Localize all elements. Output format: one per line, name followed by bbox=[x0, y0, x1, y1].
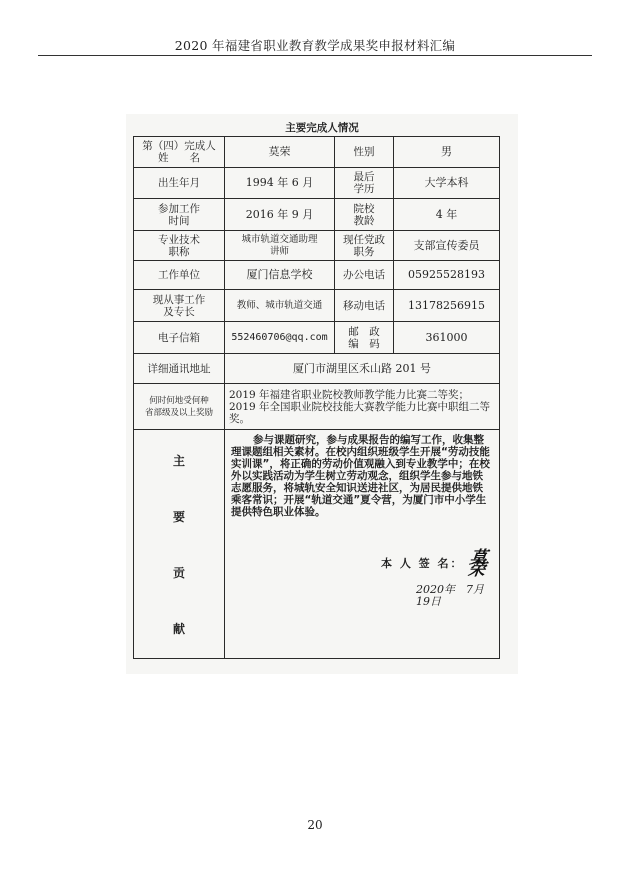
employer-value: 厦门信息学校 bbox=[225, 261, 335, 290]
table-row bbox=[134, 354, 500, 384]
contribution-label-char: 要 bbox=[172, 510, 185, 524]
contribution-label bbox=[134, 430, 225, 659]
page-number: 20 bbox=[307, 818, 323, 832]
education-value: 大学本科 bbox=[394, 168, 500, 199]
gender-value: 男 bbox=[394, 137, 500, 168]
tech-title-value: 城市轨道交通助理 讲师 bbox=[225, 231, 335, 261]
postcode-label: 邮 政 编 码 bbox=[335, 322, 394, 354]
signature-row bbox=[231, 548, 493, 580]
education-label: 最后 学历 bbox=[335, 168, 394, 199]
table-row bbox=[134, 261, 500, 290]
employer-label: 工作单位 bbox=[134, 261, 225, 290]
postcode-value: 361000 bbox=[394, 322, 500, 354]
party-role-label: 现任党政 职务 bbox=[335, 231, 394, 261]
email-value: 552460706@qq.com bbox=[225, 322, 335, 354]
signature-label: 本 人 签 名： bbox=[381, 557, 464, 570]
form-title: 主要完成人情况 bbox=[285, 122, 359, 134]
contribution-content bbox=[225, 430, 500, 659]
name-label: 第（四）完成人 姓 名 bbox=[134, 137, 225, 168]
signature-date: 2020年 7月19日 bbox=[416, 583, 484, 608]
office-phone-value: 05925528193 bbox=[394, 261, 500, 290]
specialty-label: 现从事工作 及专长 bbox=[134, 290, 225, 322]
birth-label: 出生年月 bbox=[134, 168, 225, 199]
page-header: 2020 年福建省职业教育教学成果奖申报材料汇编 bbox=[174, 38, 456, 53]
email-label: 电子信箱 bbox=[134, 322, 225, 354]
contribution-label-char: 贡 bbox=[172, 566, 185, 580]
school-years-value: 4 年 bbox=[394, 199, 500, 231]
work-start-value: 2016 年 9 月 bbox=[225, 199, 335, 231]
office-phone-label: 办公电话 bbox=[335, 261, 394, 290]
header-divider bbox=[38, 55, 592, 56]
name-value: 莫荣 bbox=[225, 137, 335, 168]
contribution-label-char: 主 bbox=[172, 454, 185, 468]
gender-label: 性别 bbox=[335, 137, 394, 168]
school-years-label: 院校 教龄 bbox=[335, 199, 394, 231]
table-row bbox=[134, 290, 500, 322]
awards-label: 何时何地受何种 省部级及以上奖励 bbox=[134, 384, 225, 430]
tech-title-label: 专业技术 职称 bbox=[134, 231, 225, 261]
table-row bbox=[134, 168, 500, 199]
contribution-row bbox=[134, 430, 500, 659]
contribution-text: 参与课题研究，参与成果报告的编写工作，收集整理课题组相关素材。在校内组织班级学生开展“劳动技能实训课”，将正确的劳动价值观融入到专业教学中；在校外以实践活动为学生树立劳动观念，组织学生参与地铁志愿服务，将城轨安全知识送进社区，为居民提供地铁乘客常识；开展“轨道交通”夏令营，为厦门市中小学生提供特色职业体验。 bbox=[231, 434, 490, 518]
table-row bbox=[134, 137, 500, 168]
mobile-value: 13178256915 bbox=[394, 290, 500, 322]
mobile-label: 移动电话 bbox=[335, 290, 394, 322]
table-row bbox=[134, 384, 500, 430]
party-role-value: 支部宣传委员 bbox=[394, 231, 500, 261]
completer-info-table bbox=[133, 136, 500, 659]
work-start-label: 参加工作 时间 bbox=[134, 199, 225, 231]
contribution-label-char: 献 bbox=[172, 622, 185, 636]
table-row bbox=[134, 231, 500, 261]
address-label: 详细通讯地址 bbox=[134, 354, 225, 384]
table-row bbox=[134, 199, 500, 231]
awards-value: 2019 年福建省职业院校教师教学能力比赛二等奖； 2019 年全国职业院校技能大赛教学能力比赛中职组二等奖。 bbox=[225, 384, 500, 430]
handwritten-signature: 莫荣 bbox=[466, 548, 489, 580]
address-value: 厦门市湖里区禾山路 201 号 bbox=[225, 354, 500, 384]
table-row bbox=[134, 322, 500, 354]
specialty-value: 教师、城市轨道交通 bbox=[225, 290, 335, 322]
birth-value: 1994 年 6 月 bbox=[225, 168, 335, 199]
